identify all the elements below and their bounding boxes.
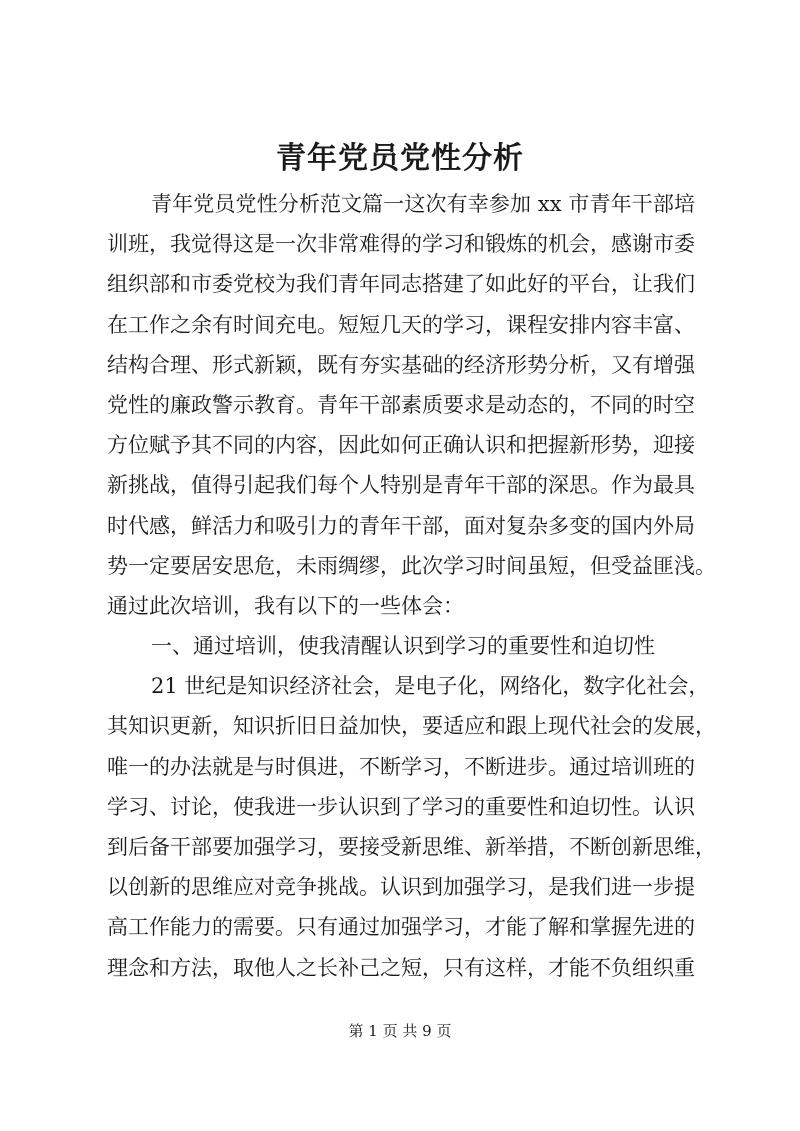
text-line-3: 组织部和市委党校为我们青年同志搭建了如此好的平台，让我们 bbox=[107, 272, 695, 297]
text-line-16: 学习、讨论，使我进一步认识到了学习的重要性和迫切性。认识 bbox=[107, 794, 695, 819]
text-line-18: 以创新的思维应对竞争挑战。认识到加强学习，是我们进一步提 bbox=[107, 875, 695, 900]
document-body bbox=[107, 184, 716, 988]
text-line-15: 唯一的办法就是与时俱进，不断学习，不断进步。通过培训班的 bbox=[107, 754, 695, 779]
text-line-2: 训班，我觉得这是一次非常难得的学习和锻炼的机会，感谢市委 bbox=[107, 232, 695, 257]
text-line-6: 党性的廉政警示教育。青年干部素质要求是动态的，不同的时空 bbox=[107, 392, 695, 417]
text-line-10: 势一定要居安思危，未雨绸缪，此次学习时间虽短，但受益匪浅。 bbox=[107, 553, 716, 578]
text-line-14: 其知识更新，知识折旧日益加快，要适应和跟上现代社会的发展， bbox=[107, 714, 716, 739]
text-line-1: 青年党员党性分析范文篇一这次有幸参加 xx 市青年干部培 bbox=[151, 192, 695, 216]
text-line-11: 通过此次培训，我有以下的一些体会： bbox=[107, 593, 464, 618]
text-line-7: 方位赋予其不同的内容，因此如何正确认识和把握新形势，迎接 bbox=[107, 433, 695, 458]
text-line-9: 时代感，鲜活力和吸引力的青年干部，面对复杂多变的国内外局 bbox=[107, 513, 695, 538]
text-line-8: 新挑战，值得引起我们每个人特别是青年干部的深思。作为最具 bbox=[107, 473, 695, 498]
text-line-5: 结构合理、形式新颖，既有夯实基础的经济形势分析，又有增强 bbox=[107, 352, 695, 377]
text-line-4: 在工作之余有时间充电。短短几天的学习，课程安排内容丰富、 bbox=[107, 312, 695, 337]
text-line-17: 到后备干部要加强学习，要接受新思维、新举措，不断创新思维， bbox=[107, 835, 716, 859]
section-heading-1: 一、通过培训，使我清醒认识到学习的重要性和迫切性 bbox=[151, 634, 655, 659]
document-title: 青年党员党性分析 bbox=[276, 141, 524, 176]
text-line-20: 理念和方法，取他人之长补己之短，只有这样，才能不负组织重 bbox=[107, 955, 695, 980]
text-line-19: 高工作能力的需要。只有通过加强学习，才能了解和掌握先进的 bbox=[107, 915, 695, 940]
text-line-13: 21 世纪是知识经济社会，是电子化，网络化，数字化社会， bbox=[151, 674, 710, 699]
page-number-footer: 第 1 页 共 9 页 bbox=[348, 1022, 452, 1040]
